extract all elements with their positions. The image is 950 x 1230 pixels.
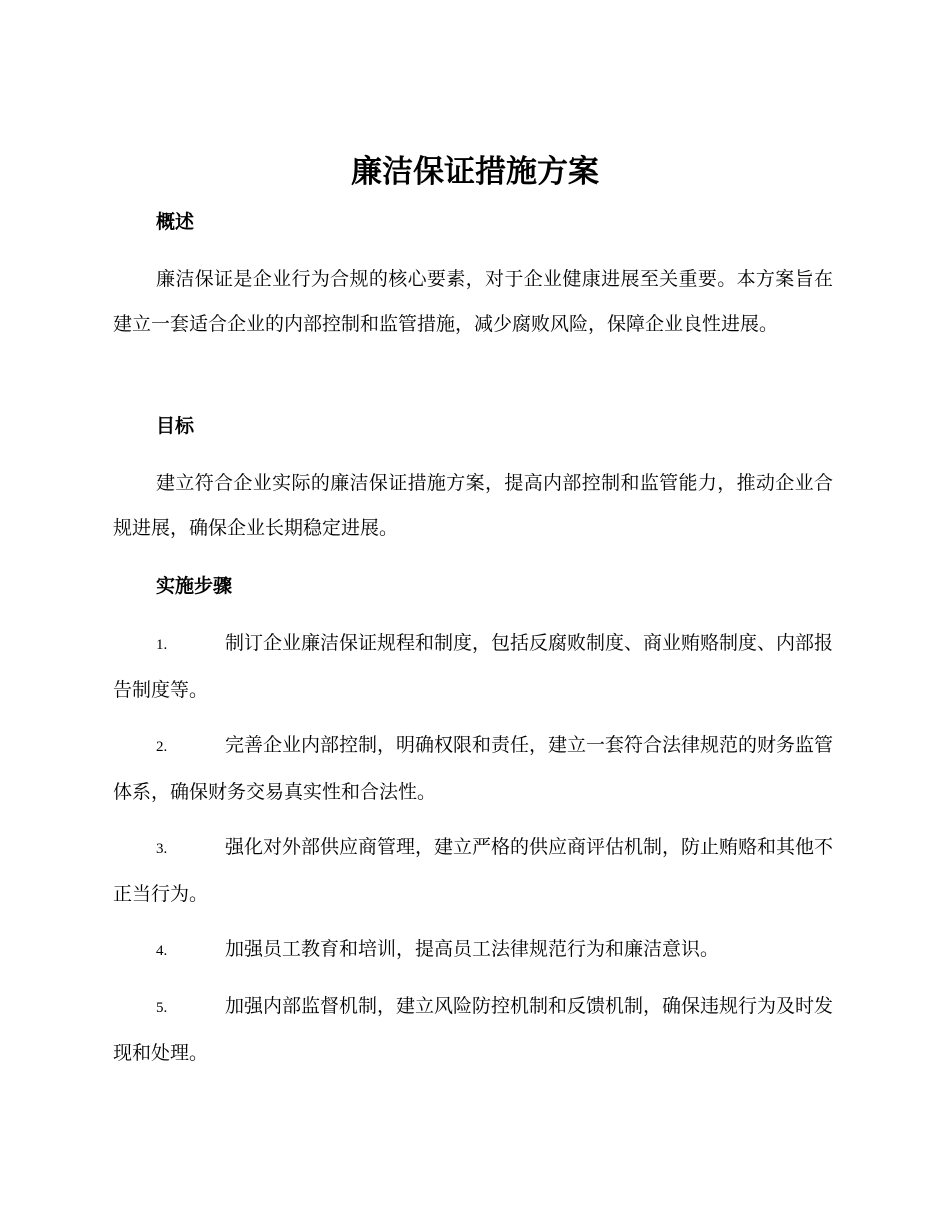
overview-paragraph: 廉洁保证是企业行为合规的核心要素，对于企业健康进展至关重要。本方案旨在建立一套适合企业的内部控制和监管措施，减少腐败风险，保障企业良性进展。: [113, 268, 833, 335]
list-item: [113, 621, 833, 713]
list-item-number: 4.: [156, 943, 168, 959]
list-item: [113, 723, 833, 815]
goal-paragraph: 建立符合企业实际的廉洁保证措施方案，提高内部控制和监管能力，推动企业合规进展，确保企业长期稳定进展。: [113, 472, 833, 539]
list-item-text: 加强内部监督机制，建立风险防控机制和反馈机制，确保违规行为及时发现和处理。: [113, 995, 834, 1064]
section-heading-steps: 实施步骤: [156, 575, 233, 597]
list-item-number: 5.: [156, 1000, 168, 1016]
list-item: [113, 984, 833, 1076]
list-item-text: 完善企业内部控制，明确权限和责任，建立一套符合法律规范的财务监管体系，确保财务交易真实性和合法性。: [113, 734, 834, 803]
document-title: 廉洁保证措施方案: [351, 154, 599, 190]
list-item-text: 加强员工教育和培训，提高员工法律规范行为和廉洁意识。: [225, 938, 720, 960]
section-heading-overview: 概述: [156, 211, 195, 233]
list-item-text: 强化对外部供应商管理，建立严格的供应商评估机制，防止贿赂和其他不正当行为。: [113, 836, 834, 905]
list-item: [113, 825, 833, 917]
list-item-number: 1.: [156, 637, 168, 653]
list-item-number: 2.: [156, 739, 168, 755]
section-heading-goal: 目标: [156, 415, 195, 437]
list-item-text: 制订企业廉洁保证规程和制度，包括反腐败制度、商业贿赂制度、内部报告制度等。: [113, 632, 834, 701]
list-item-number: 3.: [156, 841, 168, 857]
list-item: [113, 927, 833, 974]
